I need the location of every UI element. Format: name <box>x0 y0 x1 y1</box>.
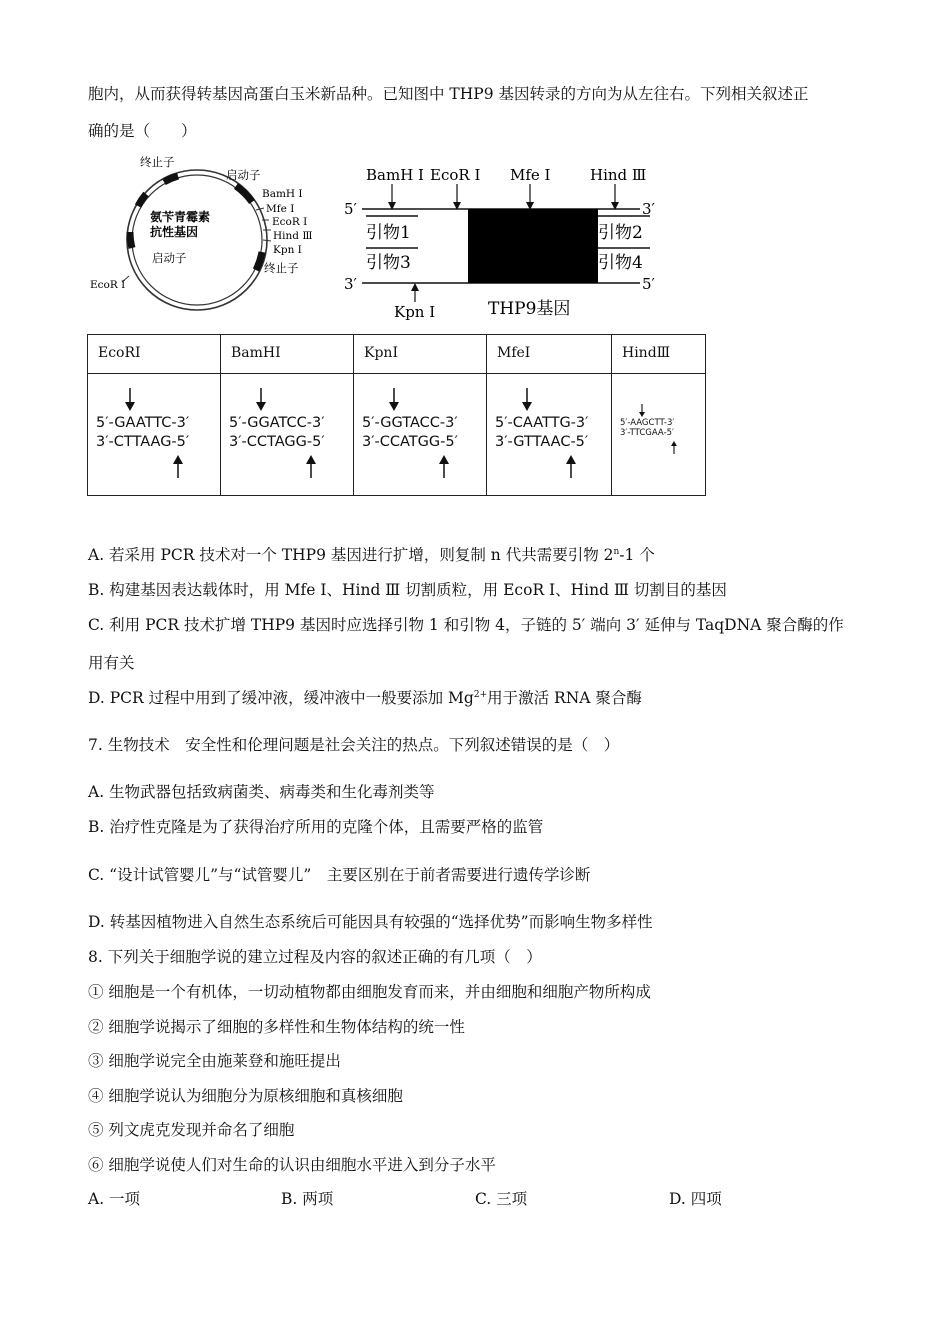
q6-option-c-line-1[interactable]: C. 利用 PCR 技术扩增 THP9 基因时应选择引物 1 和引物 4，子链的 5′ 端向 3′ 延伸与 TaqDNA 聚合酶的作 <box>88 616 844 634</box>
q8-option-a[interactable]: A. 一项 <box>88 1190 141 1208</box>
q6-option-a[interactable]: A. 若采用 PCR 技术对一个 THP9 基因进行扩增，则复制 n 代共需要引物 2$^n$-1 个 <box>88 546 655 564</box>
primer-2-label: 引物2 <box>598 223 643 243</box>
thp9-gene-diagram <box>340 162 670 322</box>
q7-option-c[interactable]: C. “设计试管婴儿”与“试管婴儿” 主要区别在于前者需要进行遗传学诊断 <box>88 866 591 884</box>
seq-top-mfei: 5′-CAATTG-3′ <box>495 415 589 431</box>
q6-option-b[interactable]: B. 构建基因表达载体时，用 Mfe Ⅰ、Hind Ⅲ 切割质粒，用 EcoR Ⅰ、Hind Ⅲ 切割目的基因 <box>88 581 727 599</box>
plasmid-label-ecori-right: EcoR I <box>272 216 308 228</box>
end-label-5-top: 5′ <box>344 200 357 218</box>
seq-bottom-kpni: 3′-CCATGG-5′ <box>362 434 458 450</box>
seq-top-kpni: 5′-GGTACC-3′ <box>362 415 458 431</box>
end-label-3-top: 3′ <box>642 200 655 218</box>
q8-option-b[interactable]: B. 两项 <box>281 1190 334 1208</box>
seq-bottom-mfei: 3′-GTTAAC-5′ <box>495 434 589 450</box>
q8-item-1: ① 细胞是一个有机体，一切动植物都由细胞发育而来，并由细胞和细胞产物所构成 <box>88 983 651 1001</box>
plasmid-label-bamhi: BamH I <box>262 188 303 200</box>
seq-top-hindiii: 5′-AAGCTT-3′ <box>620 418 675 428</box>
q8-item-6: ⑥ 细胞学说使人们对生命的认识由细胞水平进入到分子水平 <box>88 1156 496 1174</box>
q8-item-4: ④ 细胞学说认为细胞分为原核细胞和真核细胞 <box>88 1087 403 1105</box>
q8-item-5: ⑤ 列文虎克发现并命名了细胞 <box>88 1121 295 1139</box>
enzyme-seq-cell-kpni <box>354 374 486 495</box>
plasmid-label-kpni: Kpn Ⅰ <box>273 244 302 256</box>
q6-option-c-line-2[interactable]: 用有关 <box>88 654 135 672</box>
seq-bottom-ecori: 3′-CTTAAG-5′ <box>96 434 190 450</box>
q7-option-b[interactable]: B. 治疗性克隆是为了获得治疗所用的克隆个体，且需要严格的监管 <box>88 818 544 836</box>
plasmid-label-terminator-bottom: 终止子 <box>264 261 299 275</box>
q8-option-c[interactable]: C. 三项 <box>475 1190 528 1208</box>
q8-option-d[interactable]: D. 四项 <box>669 1190 722 1208</box>
question-stem-line-2: 确的是（ ） <box>88 122 197 140</box>
plasmid-label-resistance-1: 氨苄青霉素 <box>150 210 211 224</box>
q6-option-d[interactable]: D. PCR 过程中用到了缓冲液，缓冲液中一般要添加 $Mg^{2+}$用于激活 RNA 聚合酶 <box>88 689 642 707</box>
plasmid-label-terminator-top: 终止子 <box>140 155 175 169</box>
primer-3-label: 引物3 <box>366 253 411 273</box>
enzyme-name-kpni: KpnⅠ <box>364 345 398 361</box>
primer-1-label: 引物1 <box>366 223 411 243</box>
site-label-ecori: EcoR I <box>430 166 481 184</box>
q8-item-3: ③ 细胞学说完全由施莱登和施旺提出 <box>88 1052 341 1070</box>
end-label-3-bottom: 3′ <box>344 275 357 293</box>
restriction-enzyme-table <box>87 334 706 496</box>
seq-bottom-hindiii: 3′-TTCGAA-5′ <box>620 428 674 438</box>
seq-bottom-bamhi: 3′-CCTAGG-5′ <box>229 434 325 450</box>
enzyme-name-bamhi: BamHⅠ <box>231 345 281 361</box>
site-label-mfei: Mfe I <box>510 166 551 184</box>
end-label-5-bottom: 5′ <box>642 275 655 293</box>
site-label-kpni: Kpn Ⅰ <box>394 303 436 321</box>
question-stem-line-1: 胞内，从而获得转基因高蛋白玉米新品种。已知图中 THP9 基因转录的方向为从左往右。下列相关叙述正 <box>88 85 809 103</box>
enzyme-seq-cell-ecori <box>88 374 220 495</box>
plasmid-label-hindiii: Hind Ⅲ <box>273 230 313 242</box>
plasmid-label-resistance-2: 抗性基因 <box>150 225 199 239</box>
enzyme-name-hindiii: HindⅢ <box>622 345 671 361</box>
enzyme-seq-cell-bamhi <box>221 374 353 495</box>
q7-option-d[interactable]: D. 转基因植物进入自然生态系统后可能因具有较强的“选择优势”而影响生物多样性 <box>88 913 653 931</box>
plasmid-label-promoter-top: 启动子 <box>226 168 261 182</box>
q8-stem: 8. 下列关于细胞学说的建立过程及内容的叙述正确的有几项（ ） <box>88 948 542 966</box>
enzyme-name-mfei: MfeⅠ <box>497 345 531 361</box>
primer-4-label: 引物4 <box>598 253 643 273</box>
enzyme-seq-cell-mfei <box>487 374 611 495</box>
seq-top-bamhi: 5′-GGATCC-3′ <box>229 415 325 431</box>
q8-item-2: ② 细胞学说揭示了细胞的多样性和生物体结构的统一性 <box>88 1018 465 1036</box>
plasmid-label-promoter-left: 启动子 <box>152 251 187 265</box>
seq-top-ecori: 5′-GAATTC-3′ <box>96 415 190 431</box>
enzyme-name-ecori: EcoRⅠ <box>98 345 141 361</box>
q7-option-a[interactable]: A. 生物武器包括致病菌类、病毒类和生化毒剂类等 <box>88 783 435 801</box>
enzyme-seq-cell-hindiii <box>612 374 705 495</box>
site-label-bamhi: BamH I <box>366 166 424 184</box>
plasmid-label-mfei: Mfe I <box>266 203 295 215</box>
site-label-hindiii: Hind Ⅲ <box>590 166 647 184</box>
thp9-gene-block <box>468 209 598 283</box>
gene-label: THP9基因 <box>488 299 571 319</box>
plasmid-label-ecori-left: EcoR I <box>90 279 126 291</box>
q7-stem: 7. 生物技术 安全性和伦理问题是社会关注的热点。下列叙述错误的是（ ） <box>88 736 620 754</box>
plasmid-diagram <box>86 148 326 320</box>
